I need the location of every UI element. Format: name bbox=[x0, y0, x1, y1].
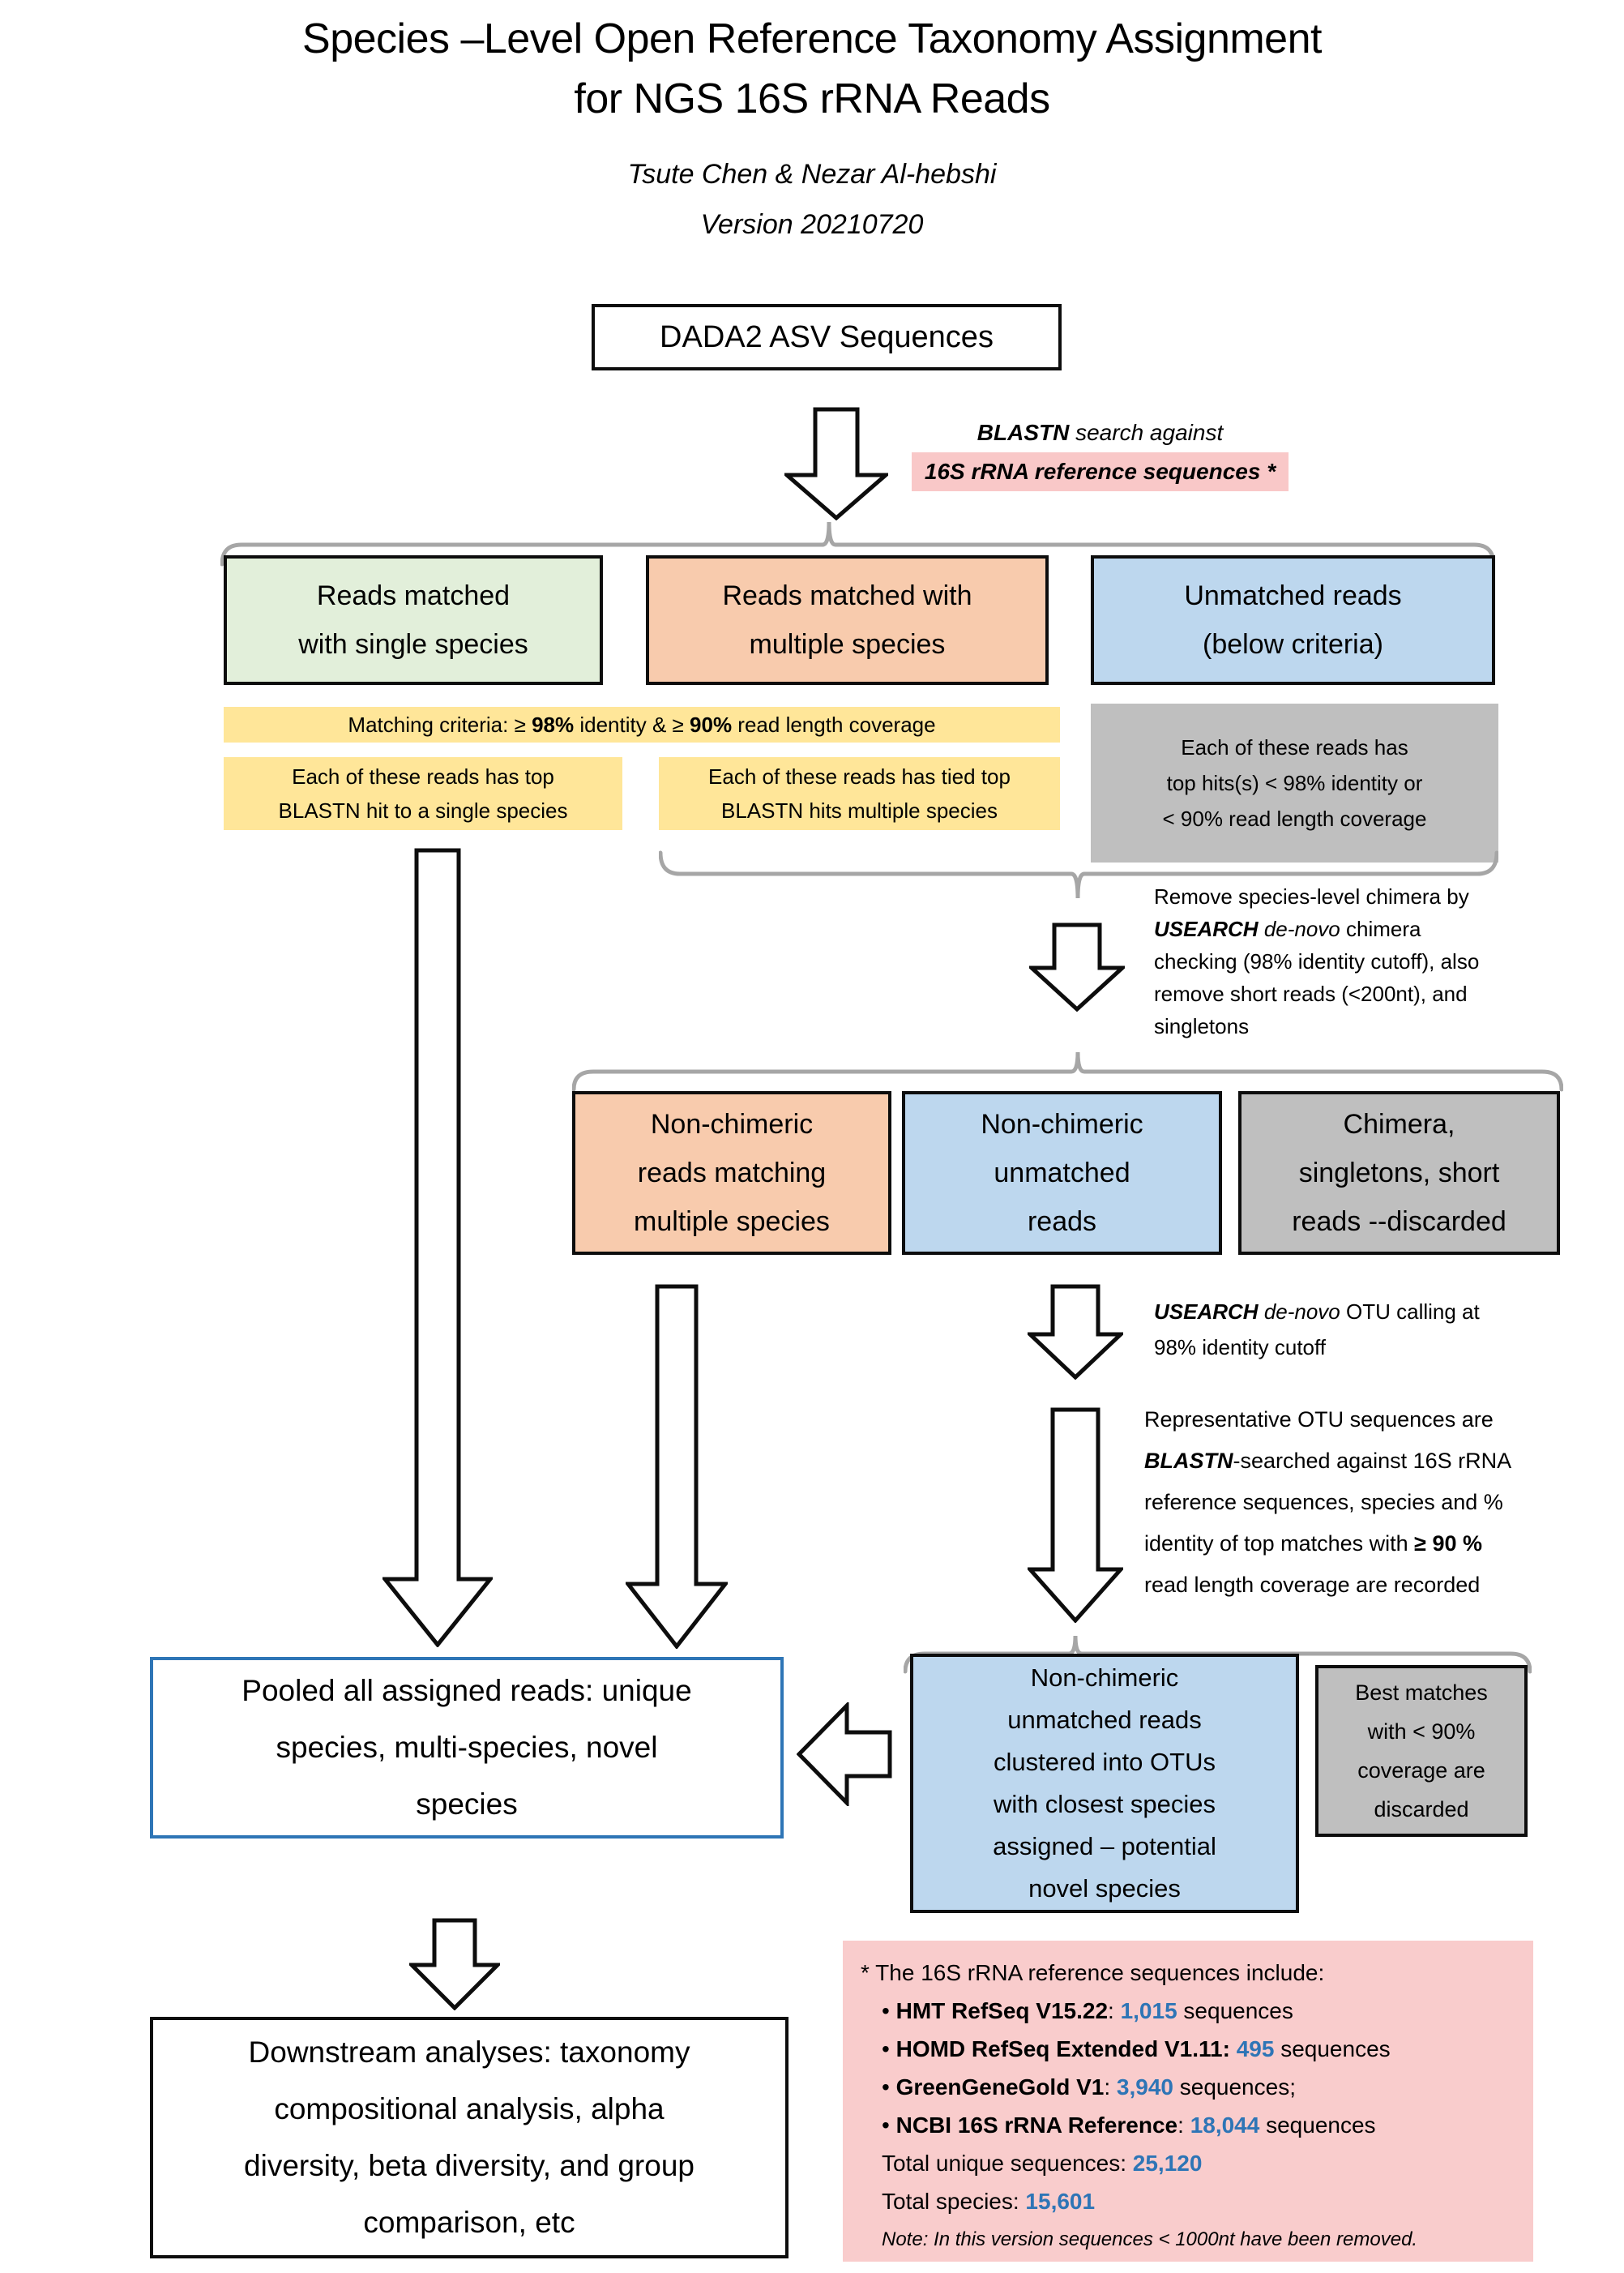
below-criteria-note: Each of these reads has top hits(s) < 98% identity or < 90% read length coverage bbox=[1091, 704, 1498, 863]
authors: Tsute Chen & Nezar Al-hebshi bbox=[627, 159, 997, 190]
long-down-arrow-single-icon bbox=[382, 848, 493, 1647]
blastn-search-label: BLASTN search against bbox=[977, 420, 1224, 445]
nonchimeric-multi-box: Non-chimeric reads matching multiple species bbox=[572, 1091, 891, 1255]
multiple-species-note: Each of these reads has tied top BLASTN hits multiple species bbox=[659, 757, 1060, 830]
single-species-note: Each of these reads has top BLASTN hit to a single species bbox=[224, 757, 622, 830]
downstream-analyses-box: Downstream analyses: taxonomy compositional analysis, alpha diversity, beta diversity, and group comparison, etc bbox=[150, 2017, 788, 2258]
dada2-asv-label: DADA2 ASV Sequences bbox=[660, 319, 994, 354]
down-arrow-chimera-icon bbox=[1029, 922, 1125, 1012]
down-arrow-otu-icon bbox=[1028, 1284, 1123, 1380]
down-arrow-icon bbox=[784, 407, 888, 520]
dada2-asv-box bbox=[592, 304, 1062, 370]
unmatched-reads-box: Unmatched reads (below criteria) bbox=[1091, 555, 1495, 685]
otu-cluster-box: Non-chimeric unmatched reads clustered into OTUs with closest species assigned – potential novel species bbox=[910, 1654, 1299, 1913]
reference-sequences-highlight: 16S rRNA reference sequences * bbox=[912, 452, 1289, 491]
reads-single-species-box: Reads matched with single species bbox=[224, 555, 603, 685]
down-arrow-blast-icon bbox=[1028, 1407, 1123, 1623]
otu-calling-note: USEARCH de-novo OTU calling at 98% identity cutoff bbox=[1154, 1299, 1480, 1359]
blastn-annotation bbox=[912, 417, 1289, 491]
page-title-line2: for NGS 16S rRNA Reads bbox=[574, 75, 1050, 122]
long-down-arrow-multi-icon bbox=[626, 1284, 728, 1649]
down-arrow-downstream-icon bbox=[409, 1918, 500, 2010]
brace-row2-icon bbox=[572, 1051, 1563, 1093]
matching-criteria-note: Matching criteria: ≥ 98% identity & ≥ 90% read length coverage bbox=[224, 707, 1060, 743]
reads-multiple-species-box: Reads matched with multiple species bbox=[646, 555, 1049, 685]
best-matches-discarded-box: Best matches with < 90% coverage are discarded bbox=[1315, 1665, 1528, 1837]
chimera-removal-note: Remove species-level chimera by USEARCH de-novo chimera checking (98% identity cutoff), also remove short reads (<200nt), and singletons bbox=[1154, 884, 1480, 1038]
version: Version 20210720 bbox=[700, 209, 924, 240]
nonchimeric-unmatched-box: Non-chimeric unmatched reads bbox=[902, 1091, 1222, 1255]
left-arrow-icon bbox=[797, 1702, 892, 1806]
pooled-reads-box: Pooled all assigned reads: unique species, multi-species, novel species bbox=[150, 1657, 784, 1839]
discarded-box: Chimera, singletons, short reads --discarded bbox=[1238, 1091, 1560, 1255]
page-title-line1: Species –Level Open Reference Taxonomy Assignment bbox=[302, 15, 1322, 62]
reference-sequences-panel: * The 16S rRNA reference sequences include: • HMT RefSeq V15.22: 1,015 sequences • HOMD RefSeq Extended V1.11: 495 sequences • GreenGeneGold V1: 3,940 sequences; • NCBI 16S rRNA Reference: 18,044 sequences Total unique sequences: 25,120 Total species: 15,601 Note: In this version sequences < 1000nt have been removed. bbox=[843, 1941, 1533, 2262]
representative-otu-note: Representative OTU sequences are BLASTN-searched against 16S rRNA reference sequences, species and % identity of top matches with ≥ 90 % read length coverage are recorded bbox=[1144, 1407, 1512, 1597]
